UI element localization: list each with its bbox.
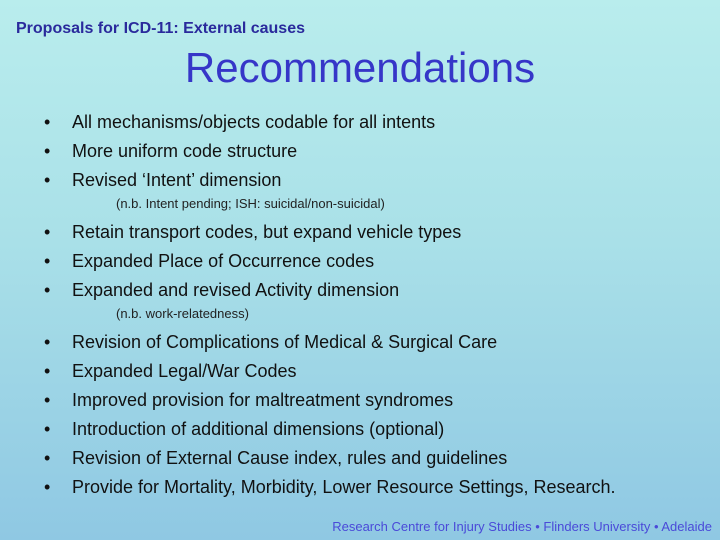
bullet-item	[44, 357, 616, 386]
bullet-icon: •	[44, 448, 51, 468]
bullet-item	[44, 444, 616, 473]
bullet-text: All mechanisms/objects codable for all intents	[72, 112, 436, 132]
bullet-item	[44, 137, 435, 166]
bullet-icon: •	[44, 332, 51, 352]
bullet-list-1	[44, 108, 435, 195]
bullet-item	[44, 218, 461, 247]
bullet-text: Provide for Mortality, Morbidity, Lower Resource Settings, Research.	[72, 477, 616, 497]
bullet-list-2	[44, 218, 461, 305]
bullet-item	[44, 247, 461, 276]
footer-credit: Research Centre for Injury Studies • Flinders University • Adelaide	[332, 519, 712, 534]
bullet-icon: •	[44, 251, 51, 271]
bullet-text: Retain transport codes, but expand vehicle types	[72, 222, 462, 242]
bullet-text: Improved provision for maltreatment syndromes	[72, 390, 454, 410]
note-intent: (n.b. Intent pending; ISH: suicidal/non-suicidal)	[116, 196, 385, 211]
bullet-icon: •	[44, 280, 51, 300]
bullet-item	[44, 473, 616, 502]
bullet-text: Introduction of additional dimensions (optional)	[72, 419, 445, 439]
bullet-item	[44, 108, 435, 137]
bullet-item	[44, 328, 616, 357]
bullet-text: Revision of External Cause index, rules and guidelines	[72, 448, 508, 468]
bullet-icon: •	[44, 477, 51, 497]
slide-title: Recommendations	[184, 44, 536, 91]
bullet-text: Expanded Place of Occurrence codes	[72, 251, 375, 271]
bullet-text: Revision of Complications of Medical & Surgical Care	[72, 332, 498, 352]
bullet-text: Revised ‘Intent’ dimension	[72, 170, 282, 190]
bullet-item	[44, 386, 616, 415]
bullet-item	[44, 415, 616, 444]
bullet-icon: •	[44, 419, 51, 439]
bullet-item	[44, 276, 461, 305]
header-subtitle: Proposals for ICD-11: External causes	[16, 20, 305, 37]
bullet-icon: •	[44, 222, 51, 242]
bullet-text: More uniform code structure	[72, 141, 298, 161]
bullet-icon: •	[44, 112, 51, 132]
bullet-icon: •	[44, 170, 51, 190]
bullet-list-3	[44, 328, 616, 502]
bullet-icon: •	[44, 141, 51, 161]
bullet-text: Expanded Legal/War Codes	[72, 361, 297, 381]
note-work: (n.b. work-relatedness)	[116, 306, 249, 321]
bullet-item	[44, 166, 435, 195]
bullet-text: Expanded and revised Activity dimension	[72, 280, 400, 300]
bullet-icon: •	[44, 361, 51, 381]
bullet-icon: •	[44, 390, 51, 410]
